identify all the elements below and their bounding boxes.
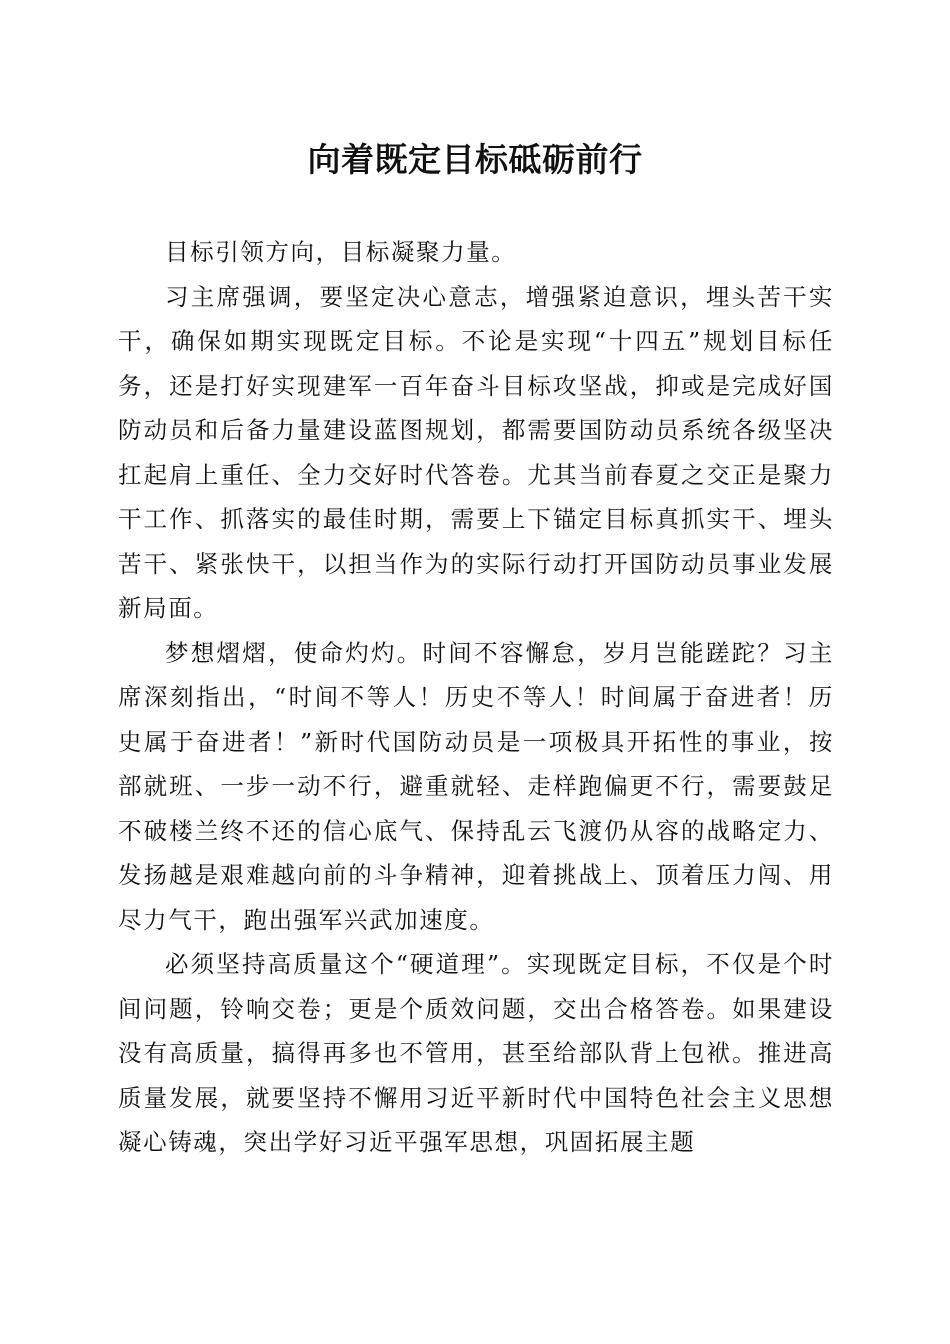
document-title: 向着既定目标砥砺前行 — [307, 140, 643, 179]
paragraph-2: 习主席强调，要坚定决心意志，增强紧迫意识，埋头苦干实干，确保如期实现既定目标。不论是实现“十四五”规划目标任务，还是打好实现建军一百年奋斗目标攻坚战，抑或是完成好国防动员和后备力量建设蓝图规划，都需要国防动员系统各级坚决扛起肩上重任、全力交好时代答卷。尤其当前春夏之交正是聚力干工作、抓落实的最佳时期，需要上下锚定目标真抓实干、埋头苦干、紧张快干，以担当作为的实际行动打开国防动员事业发展新局面。 — [118, 282, 834, 622]
paragraph-1: 目标引领方向，目标凝聚力量。 — [165, 238, 517, 266]
document-body — [118, 230, 834, 1165]
paragraph-3: 梦想熠熠，使命灼灼。时间不容懈怠，岁月岂能蹉跎？习主席深刻指出，“时间不等人！历史不等人！时间属于奋进者！历史属于奋进者！”新时代国防动员是一项极具开拓性的事业，按部就班、一步一动不行，避重就轻、走样跑偏更不行，需要鼓足不破楼兰终不还的信心底气、保持乱云飞渡仍从容的战略定力、发扬越是艰难越向前的斗争精神，迎着挑战上、顶着压力闯、用尽力气干，跑出强军兴武加速度。 — [118, 638, 834, 934]
paragraph-4: 必须坚持高质量这个“硬道理”。实现既定目标，不仅是个时间问题，铃响交卷；更是个质效问题，交出合格答卷。如果建设没有高质量，搞得再多也不管用，甚至给部队背上包袱。推进高质量发展，就要坚持不懈用习近平新时代中国特色社会主义思想凝心铸魂，突出学好习近平强军思想，巩固拓展主题 — [118, 950, 834, 1156]
